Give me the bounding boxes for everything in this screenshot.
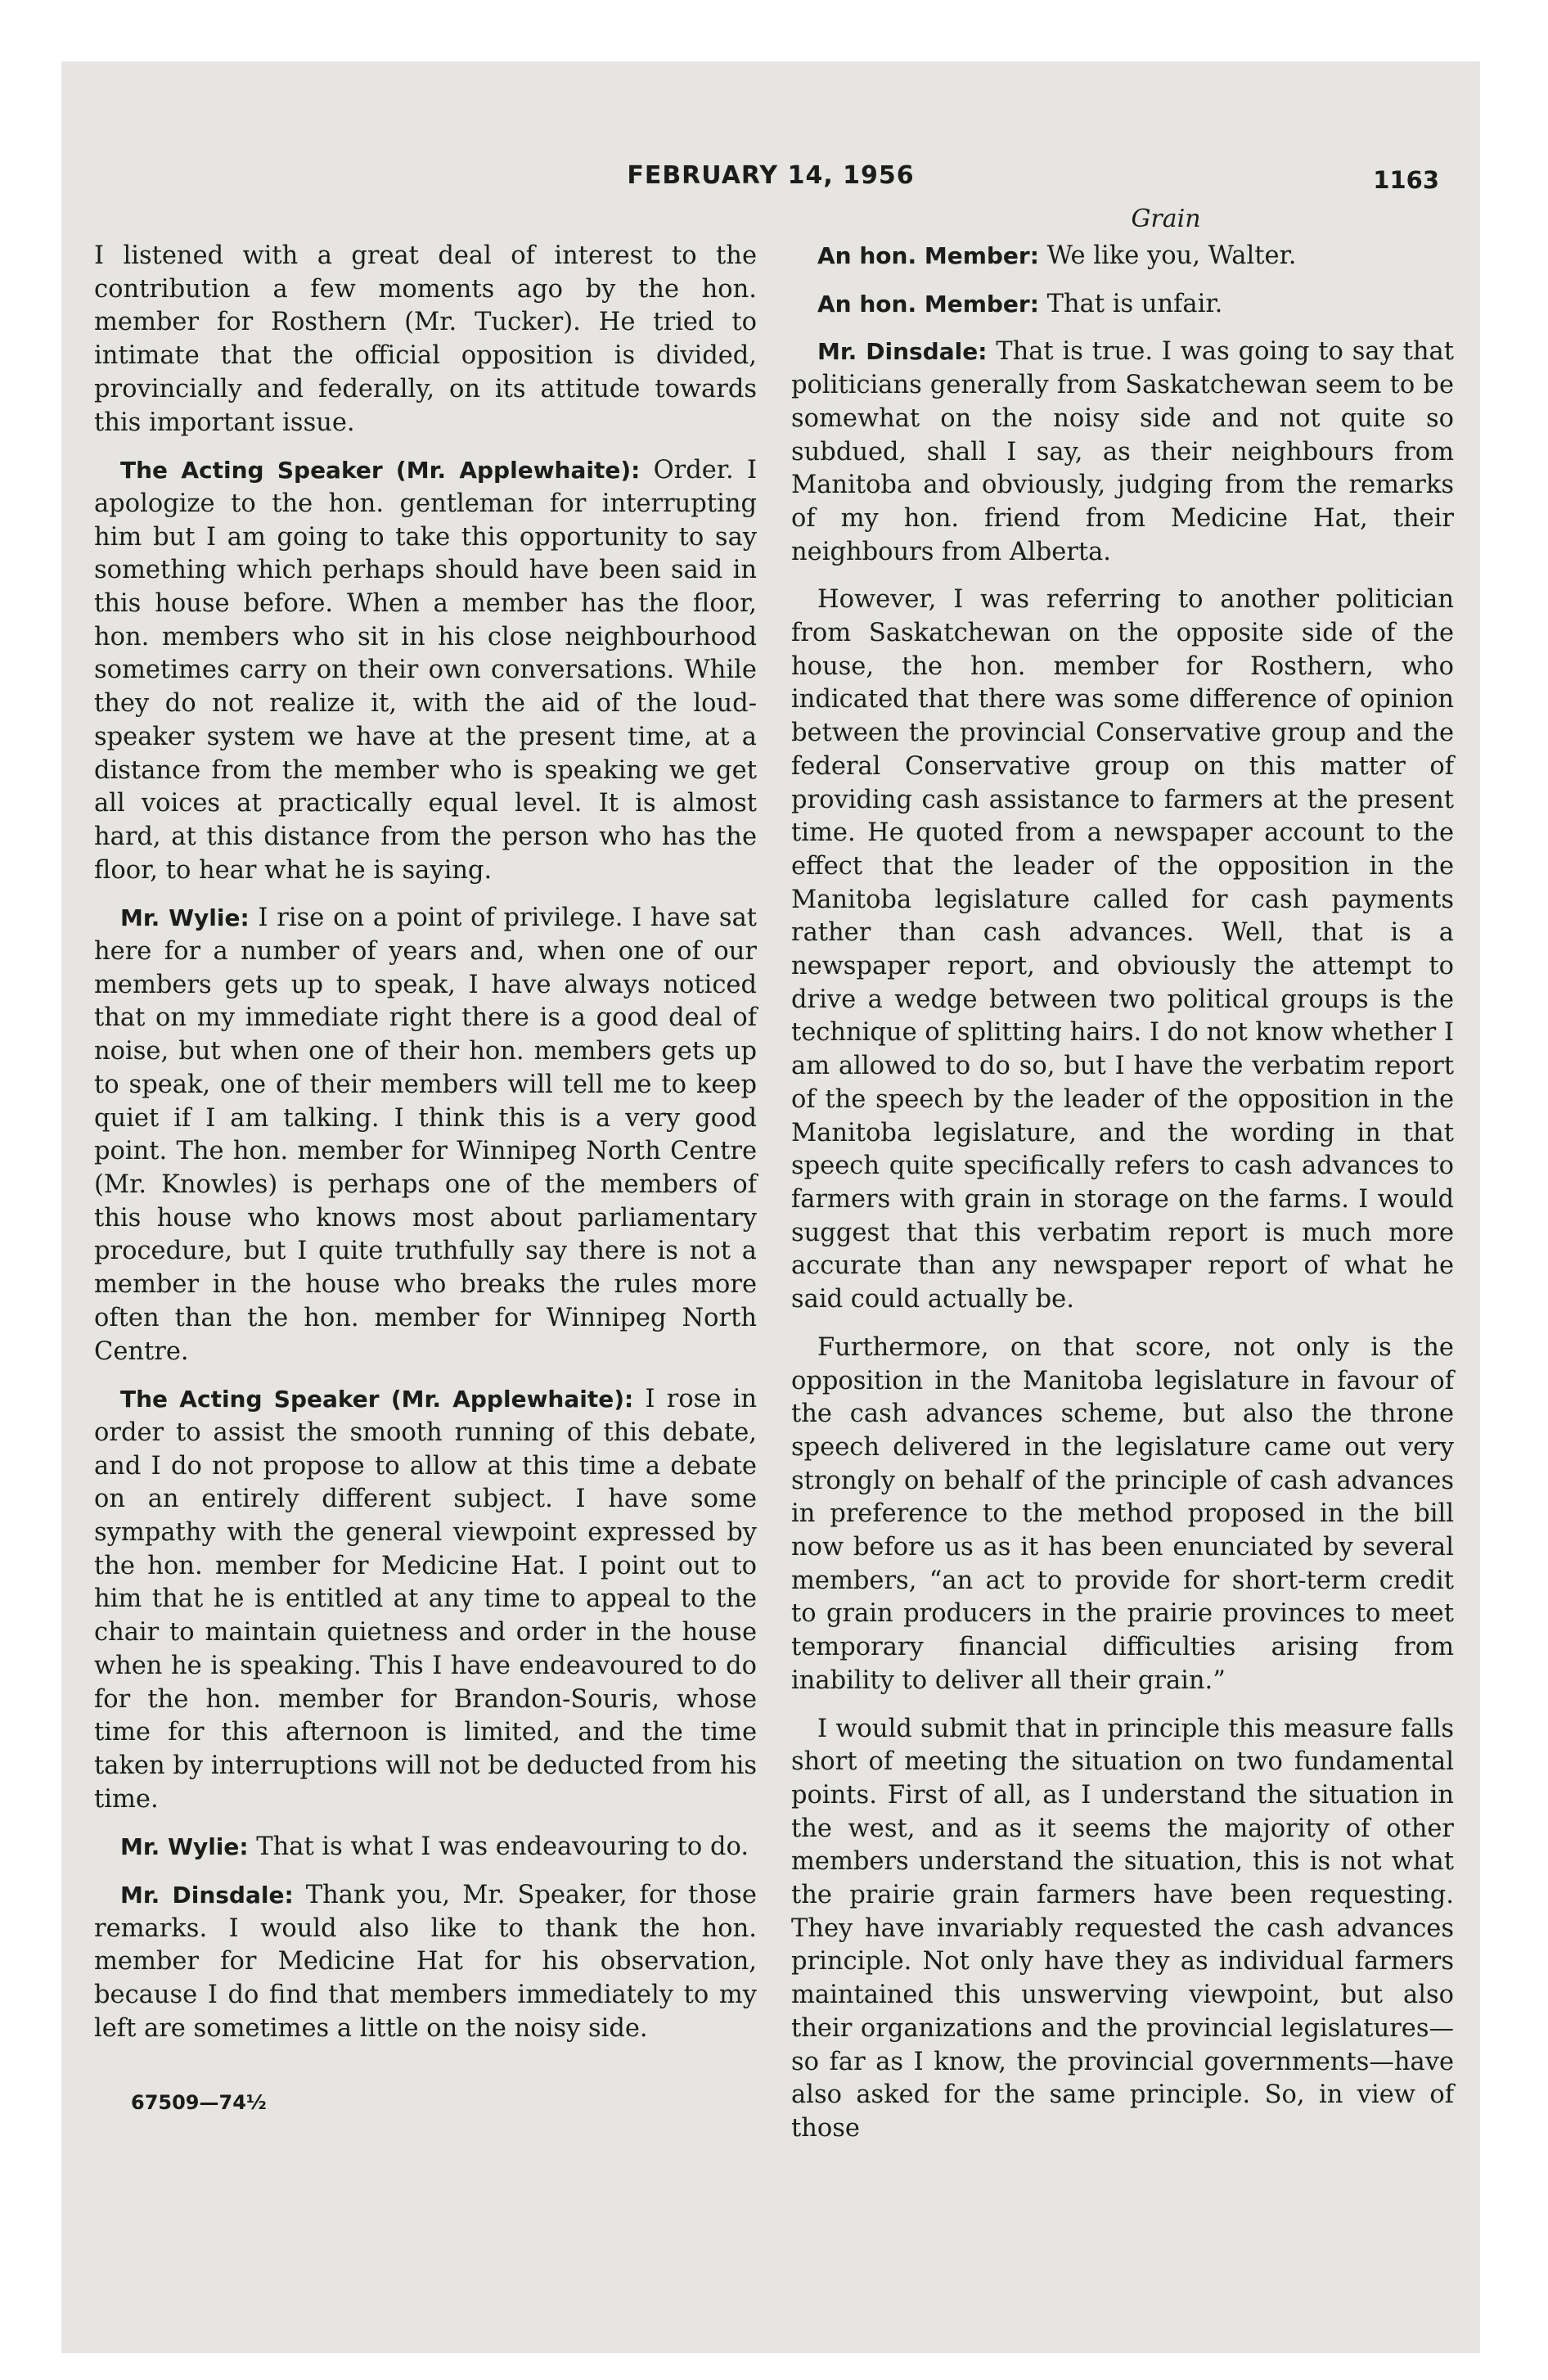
paragraph-text: Thank you, Mr. Speaker, for those remarks. I would also like to thank the hon. member for Medicine Hat for his observation, because I do find that members immediately to my left are sometimes a little on the noisy side. (94, 1881, 757, 2043)
speaker-name: An hon. Member: (817, 242, 1039, 269)
printer-code: 67509—74½ (131, 2091, 267, 2114)
page-number: 1163 (1373, 166, 1439, 194)
paragraph (94, 1879, 757, 2046)
paragraph (791, 240, 1454, 273)
left-column (94, 240, 757, 2061)
paragraph-text: I would submit that in principle this measure falls short of meeting the situation on two fundamental points. First of all, as I understand the situation in the west, and as it seems the majority of other members understand the situation, this is not what the prairie grain farmers have been requesting. They have invariably requested the cash advances principle. Not only have they as individual farmers maintained this unswerving viewpoint, but also their organizations and the provincial legislatures—so far as I know, the provincial governments—have also asked for the same principle. So, in view of those (791, 1714, 1454, 2143)
subject-heading: Grain (1131, 205, 1201, 233)
speaker-name: Mr. Wylie: (120, 904, 250, 932)
header-date: FEBRUARY 14, 1956 (627, 161, 915, 190)
speaker-name: Mr. Dinsdale: (817, 338, 988, 366)
paragraph-text: However, I was referring to another politician from Saskatchewan on the opposite side of the house, the hon. member for Rosthern, who indicated that there was some difference of opinion between the provincial Conservative group and the federal Conservative group on this matter of providing cash assistance to farmers at the present time. He quoted from a newspaper account to the effect that the leader of the opposition in the Manitoba legislature called for cash payments rather than cash advances. Well, that is a newspaper report, and obviously the attempt to drive a wedge between two political groups is the technique of splitting hairs. I do not know whether I am allowed to do so, but I have the verbatim report of the speech by the leader of the opposition in the Manitoba legislature, and the wording in that speech quite specifically refers to cash advances to farmers with grain in storage on the farms. I would suggest that this verbatim report is much more accurate than any newspaper report of what he said could actually be. (791, 585, 1454, 1314)
paragraph (94, 902, 757, 1368)
paragraph-text: That is unfair. (1046, 289, 1223, 318)
paragraph (94, 454, 757, 887)
paragraph (791, 1713, 1454, 2146)
page-header (61, 161, 1480, 210)
paragraph (791, 1332, 1454, 1698)
paragraph (94, 1831, 757, 1864)
speaker-name: The Acting Speaker (Mr. Applewhaite): (120, 1386, 634, 1413)
paragraph-text: I rise on a point of privilege. I have sat here for a number of years and, when one of our members gets up to speak, I have always noticed that on my immediate right there is a good deal of noise, but when one of their hon. members gets up to speak, one of their members will tell me to keep quiet if I am talking. I think this is a very good point. The hon. member for Winnipeg North Centre (Mr. Knowles) is perhaps one of the members of this house who knows most about parliamentary procedure, but I quite truthfully say there is not a member in the house who breaks the rules more often than the hon. member for Winnipeg North Centre. (94, 904, 758, 1366)
speaker-name: An hon. Member: (817, 290, 1039, 318)
paragraph-text: That is what I was endeavouring to do. (256, 1832, 749, 1862)
paragraph (791, 336, 1454, 569)
speaker-name: Mr. Dinsdale: (120, 1882, 294, 1909)
paragraph (94, 1383, 757, 1816)
speaker-name: Mr. Wylie: (120, 1833, 249, 1861)
paragraph-text: Order. I apologize to the hon. gentleman for interrupting him but I am going to take this opportunity to say something which perhaps should have been said in this house before. When a member has the floor, hon. members who sit in his close neighbourhood sometimes carry on their own conversations. While they do not realize it, with the aid of the loud-speaker system we have at the present time, at a distance from the member who is speaking we get all voices at practically equal level. It is almost hard, at this distance from the person who has the floor, to hear what he is saying. (94, 456, 758, 885)
paragraph-text: I listened with a great deal of interest to the contribution a few moments ago by the hon. member for Rosthern (Mr. Tucker). He tried to intimate that the official opposition is divided, provincially and federally, on its attitude towards this important issue. (94, 241, 757, 437)
paragraph-text: Furthermore, on that score, not only is the opposition in the Manitoba legislature in favour of the cash advances scheme, but also the throne speech delivered in the legislature came out very strongly on behalf of the principle of cash advances in preference to the method proposed in the bill now before us as it has been enunciated by several members, “an act to provide for short-term credit to grain producers in the prairie provinces to meet temporary financial difficulties arising from inability to deliver all their grain.” (791, 1332, 1454, 1695)
paragraph-text: That is true. I was going to say that politicians generally from Saskatchewan seem to be somewhat on the noisy side and not quite so subdued, shall I say, as their neighbours from Manitoba and obviously, judging from the remarks of my hon. friend from Medicine Hat, their neighbours from Alberta. (791, 337, 1454, 566)
paragraph (791, 584, 1454, 1316)
right-column (791, 240, 1454, 2161)
paragraph-text: We like you, Walter. (1046, 241, 1297, 270)
page-scan (61, 61, 1480, 2353)
speaker-name: The Acting Speaker (Mr. Applewhaite): (120, 457, 641, 485)
paragraph (94, 240, 757, 439)
paragraph (791, 288, 1454, 322)
paragraph-text: I rose in order to assist the smooth running of this debate, and I do not propose to allow at this time a debate on an entirely different subject. I have some sympathy with the general viewpoint expressed by the hon. member for Medicine Hat. I point out to him that he is entitled at any time to appeal to the chair to maintain quietness and order in the house when he is speaking. This I have endeavoured to do for the hon. member for Brandon-Souris, whose time for this afternoon is limited, and the time taken by interruptions will not be deducted from his time. (94, 1385, 758, 1814)
